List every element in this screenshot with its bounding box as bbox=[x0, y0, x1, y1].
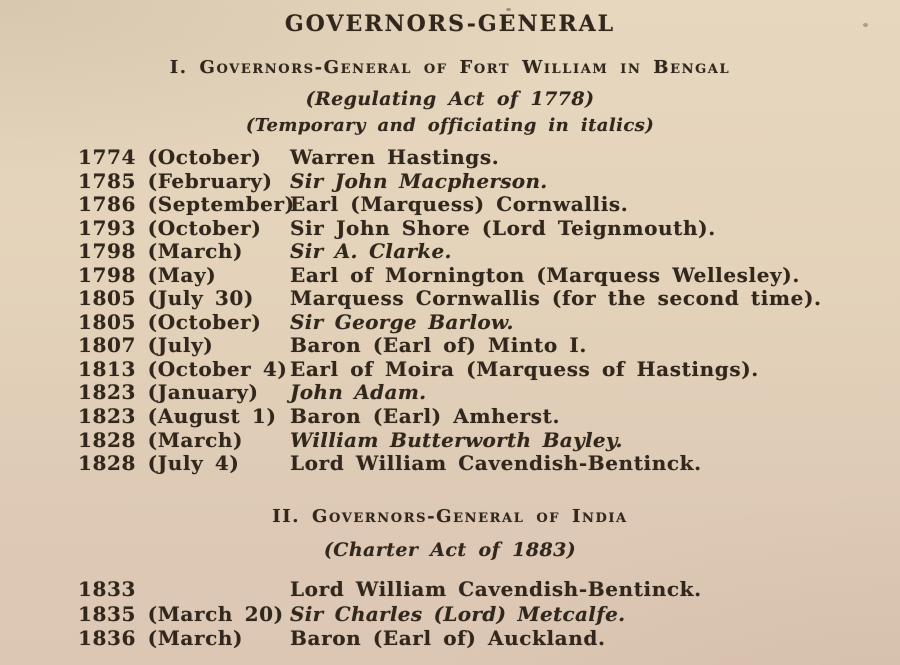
entry-name: John Adam. bbox=[290, 380, 427, 405]
entry-year: 1823 (August 1) bbox=[78, 404, 277, 429]
entry-year: 1807 (July) bbox=[78, 333, 214, 358]
entry-row bbox=[78, 240, 822, 264]
entry-name: Sir John Macpherson. bbox=[290, 168, 548, 193]
section1-italics-note: (Temporary and officiating in italics) bbox=[245, 115, 655, 136]
entry-year: 1828 (March) bbox=[78, 427, 244, 452]
section2-entry-list bbox=[78, 577, 702, 651]
entry-row bbox=[78, 170, 822, 194]
entry-row bbox=[78, 334, 822, 358]
section1-entry-list bbox=[78, 146, 822, 476]
entry-row bbox=[78, 626, 702, 651]
entry-year: 1805 (October) bbox=[78, 309, 262, 334]
entry-name: Baron (Earl of) Auckland. bbox=[290, 626, 606, 651]
entry-row bbox=[78, 311, 822, 335]
entry-row bbox=[78, 287, 822, 311]
section2-act-subtitle: (Charter Act of 1883) bbox=[323, 539, 577, 561]
entry-name: Sir George Barlow. bbox=[290, 309, 514, 334]
section2-heading: II. Governors-General of India bbox=[272, 506, 628, 527]
ink-speck bbox=[863, 23, 868, 27]
entry-row bbox=[78, 429, 822, 453]
entry-year: 1774 (October) bbox=[78, 145, 262, 169]
entry-year: 1823 (January) bbox=[78, 380, 259, 405]
entry-name: William Butterworth Bayley. bbox=[290, 427, 623, 452]
entry-name: Baron (Earl) Amherst. bbox=[290, 404, 561, 429]
entry-row bbox=[78, 146, 822, 170]
entry-name: Marquess Cornwallis (for the second time). bbox=[290, 286, 822, 311]
entry-year: 1785 (February) bbox=[78, 168, 273, 193]
entry-year: 1813 (October 4) bbox=[78, 356, 288, 381]
entry-name: Sir John Shore (Lord Teignmouth). bbox=[290, 215, 716, 240]
entry-row bbox=[78, 405, 822, 429]
entry-name: Lord William Cavendish-Bentinck. bbox=[290, 451, 702, 476]
entry-row bbox=[78, 452, 822, 476]
entry-name: Baron (Earl of) Minto I. bbox=[290, 333, 587, 358]
section1-act-subtitle: (Regulating Act of 1778) bbox=[305, 88, 595, 110]
entry-name: Warren Hastings. bbox=[290, 145, 500, 169]
section1-heading: I. Governors-General of Fort William in Bengal bbox=[169, 57, 731, 78]
entry-year: 1805 (July 30) bbox=[78, 286, 254, 311]
entry-year: 1833 bbox=[78, 577, 137, 601]
entry-year: 1836 (March) bbox=[78, 626, 244, 651]
entry-name: Sir A. Clarke. bbox=[290, 239, 452, 264]
entry-row bbox=[78, 577, 702, 602]
entry-year: 1798 (March) bbox=[78, 239, 244, 264]
entry-row bbox=[78, 358, 822, 382]
ink-speck bbox=[506, 8, 511, 11]
entry-row bbox=[78, 602, 702, 627]
page-title: GOVERNORS-GENERAL bbox=[284, 11, 616, 37]
entry-year: 1786 (September) bbox=[78, 192, 295, 217]
entry-name: Sir Charles (Lord) Metcalfe. bbox=[290, 601, 626, 626]
entry-name: Earl (Marquess) Cornwallis. bbox=[290, 192, 629, 217]
entry-row bbox=[78, 264, 822, 288]
entry-year: 1835 (March 20) bbox=[78, 601, 284, 626]
entry-name: Lord William Cavendish-Bentinck. bbox=[290, 577, 702, 601]
entry-year: 1798 (May) bbox=[78, 262, 217, 287]
entry-name: Earl of Moira (Marquess of Hastings). bbox=[290, 356, 759, 381]
entry-row bbox=[78, 381, 822, 405]
entry-row bbox=[78, 193, 822, 217]
entry-name: Earl of Mornington (Marquess Wellesley). bbox=[290, 262, 800, 287]
entry-year: 1793 (October) bbox=[78, 215, 262, 240]
entry-year: 1828 (July 4) bbox=[78, 451, 240, 476]
entry-row bbox=[78, 217, 822, 241]
